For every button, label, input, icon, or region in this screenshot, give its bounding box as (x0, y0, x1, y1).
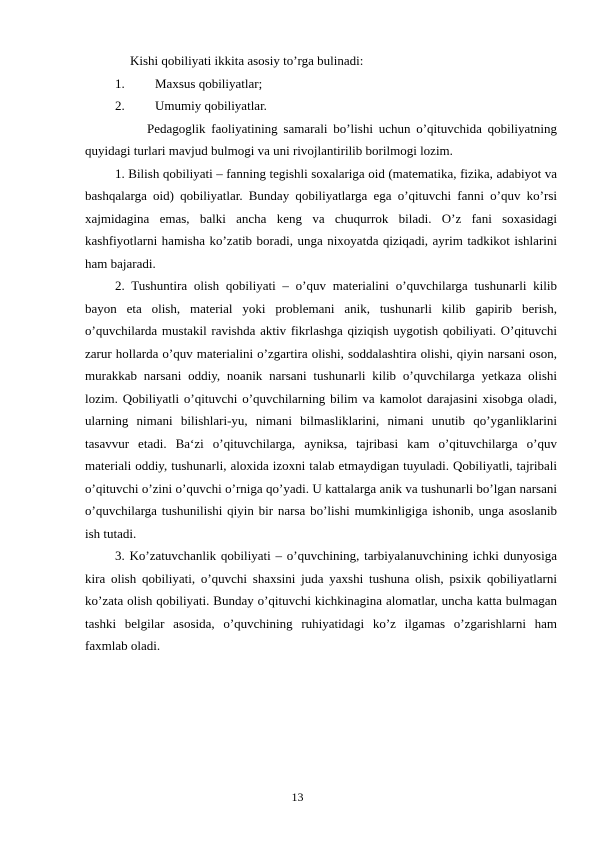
document-page (85, 50, 557, 658)
paragraph-cognitive-ability: 1. Bilish qobiliyati – fanning tegishli soxalariga oid (matematika, fizika, adabiyot va bashqalarga oid) qobiliyatlar. Bunday qobiliyatlarga ega o’qituvchi fanni o’quv ko’rsi xajmidagina emas, balki ancha keng va chuqurrok biladi. O’z fani soxasidagi kashfiyotlarni hamisha ko’zatib boradi, unga nixoyatda qiziqadi, ayrim tadkikot ishlarini ham bajaradi. (85, 165, 557, 271)
list-number: 1. (115, 75, 125, 91)
list-number: 2. (115, 98, 125, 113)
list-text: Umumiy qobiliyatlar. (155, 98, 267, 113)
list-item (85, 73, 557, 96)
paragraph-pedagogical-ability: Pedagoglik faoliyatining samarali bo’lishi uchun o’qituvchida qobiliyatning quyidagi turlari mavjud bulmogi va uni rivojlantirilib borilmogi lozim. (85, 120, 557, 158)
list-item (85, 95, 557, 118)
page-number: 13 (291, 790, 304, 804)
list-text: Maxsus qobiliyatlar; (155, 75, 263, 91)
paragraph-observation-ability: 3. Ko’zatuvchanlik qobiliyati – o’quvchining, tarbiyalanuvchining ichki dunyosiga kira olish qobiliyati, o’quvchi shaxsini juda yaxshi tushuna olish, psixik qobiliyatlarni ko’zata olish qobiliyati. Bunday o’qituvchi kichkinagina alomatlar, uncha katta bulmagan tashki belgilar asosida, o’quvchining ruhiyatidagi ko’z ilgamas o’zgarishlarni ham faxmlab oladi. (85, 548, 557, 653)
paragraph-explaining-ability: 2. Tushuntira olish qobiliyati – o’quv materialini o’quvchilarga tushunarli kilib bayon eta olish, material yoki problemani anik, tushunarli kilib gapirib berish, o’quvchilarda mustakil ravishda aktiv fikrlashga qiziqish uygotish qobiliyati. O’qituvchi zarur hollarda o’quv materialini o’zgartira olishi, soddalashtira olishi, qiyin narsani oson, murakkab narsani oddiy, noanik narsani tushunarli kilib o’quvchilarga yetkaza olishi lozim. Qobiliyatli o’qituvchi o’quvchilarning bilim va kamolot darajasini xisobga oladi, ularning nimani bilishlari-yu, nimani bilmasliklarini, nimani unutib qo’yganliklarini tasavvur etadi. Ba‘zi o’qituvchilarga, ayniksa, tajribasi kam o’qituvchilarga o’quv materiali oddiy, tushunarli, aloxida izoxni talab etmaydigan tuyuladi. Qobiliyatli, tajribali o’qituvchi o’zini o’quvchi o’rniga qo’yadi. U kattalarga anik va tushunarli bo’lgan narsani o’quvchilarga tushunilishi qiyin bir narsa bo’lishi mumkinligiga ishonib, unga asoslanib ish tutadi. (85, 278, 557, 541)
intro-line: Kishi qobiliyati ikkita asosiy to’rga bulinadi: (130, 53, 364, 68)
